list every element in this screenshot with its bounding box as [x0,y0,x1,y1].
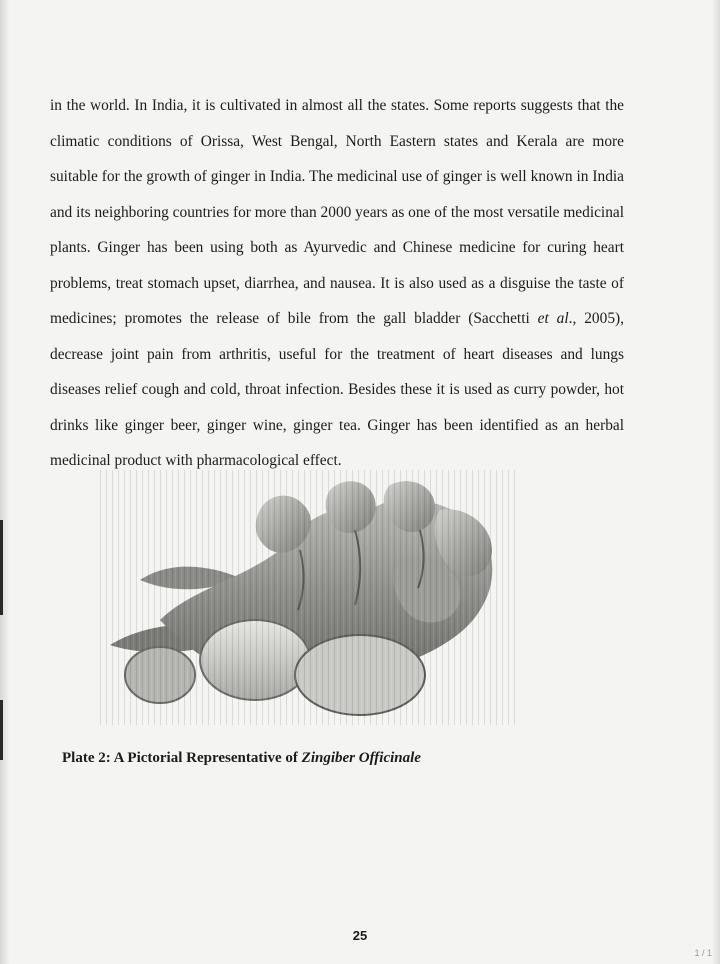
caption-prefix: Plate 2: A Pictorial Representative of [62,750,302,766]
paragraph-citation-italic: et al [537,310,569,327]
caption-species-name: Zingiber Officinale [301,750,421,766]
page-edge-shadow-left [0,0,10,964]
body-paragraph [50,88,624,479]
ginger-rhizome-photo-icon [100,470,520,725]
scan-edge-mark [0,700,3,760]
page-edge-shadow-right [712,0,720,964]
corner-note: 1 / 1 [694,948,712,958]
figure-caption [62,750,421,767]
paragraph-text-part-2: ., 2005), decrease joint pain from arthritis, useful for the treatment of heart diseases and lungs diseases relief cough and cold, throat infection. Besides these it is used as curry powder, hot drinks like ginger beer, ginger wine, ginger tea. Ginger has been identified as an herbal medicinal product with pharmacological effect. [50,310,624,469]
ginger-figure [100,470,520,725]
page-number: 25 [352,928,368,943]
paragraph-text-part-1: in the world. In India, it is cultivated in almost all the states. Some reports suggests that the climatic conditions of Orissa, West Bengal, North Eastern states and Kerala are more suitable for the growth of ginger in India. The medicinal use of ginger is well known in India and its neighboring countries for more than 2000 years as one of the most versatile medicinal plants. Ginger has been using both as Ayurvedic and Chinese medicine for curing heart problems, treat stomach upset, diarrhea, and nausea. It is also used as a disguise the taste of medicines; promotes the release of bile from the gall bladder (Sacchetti [50,97,624,327]
scan-edge-mark [0,520,3,615]
